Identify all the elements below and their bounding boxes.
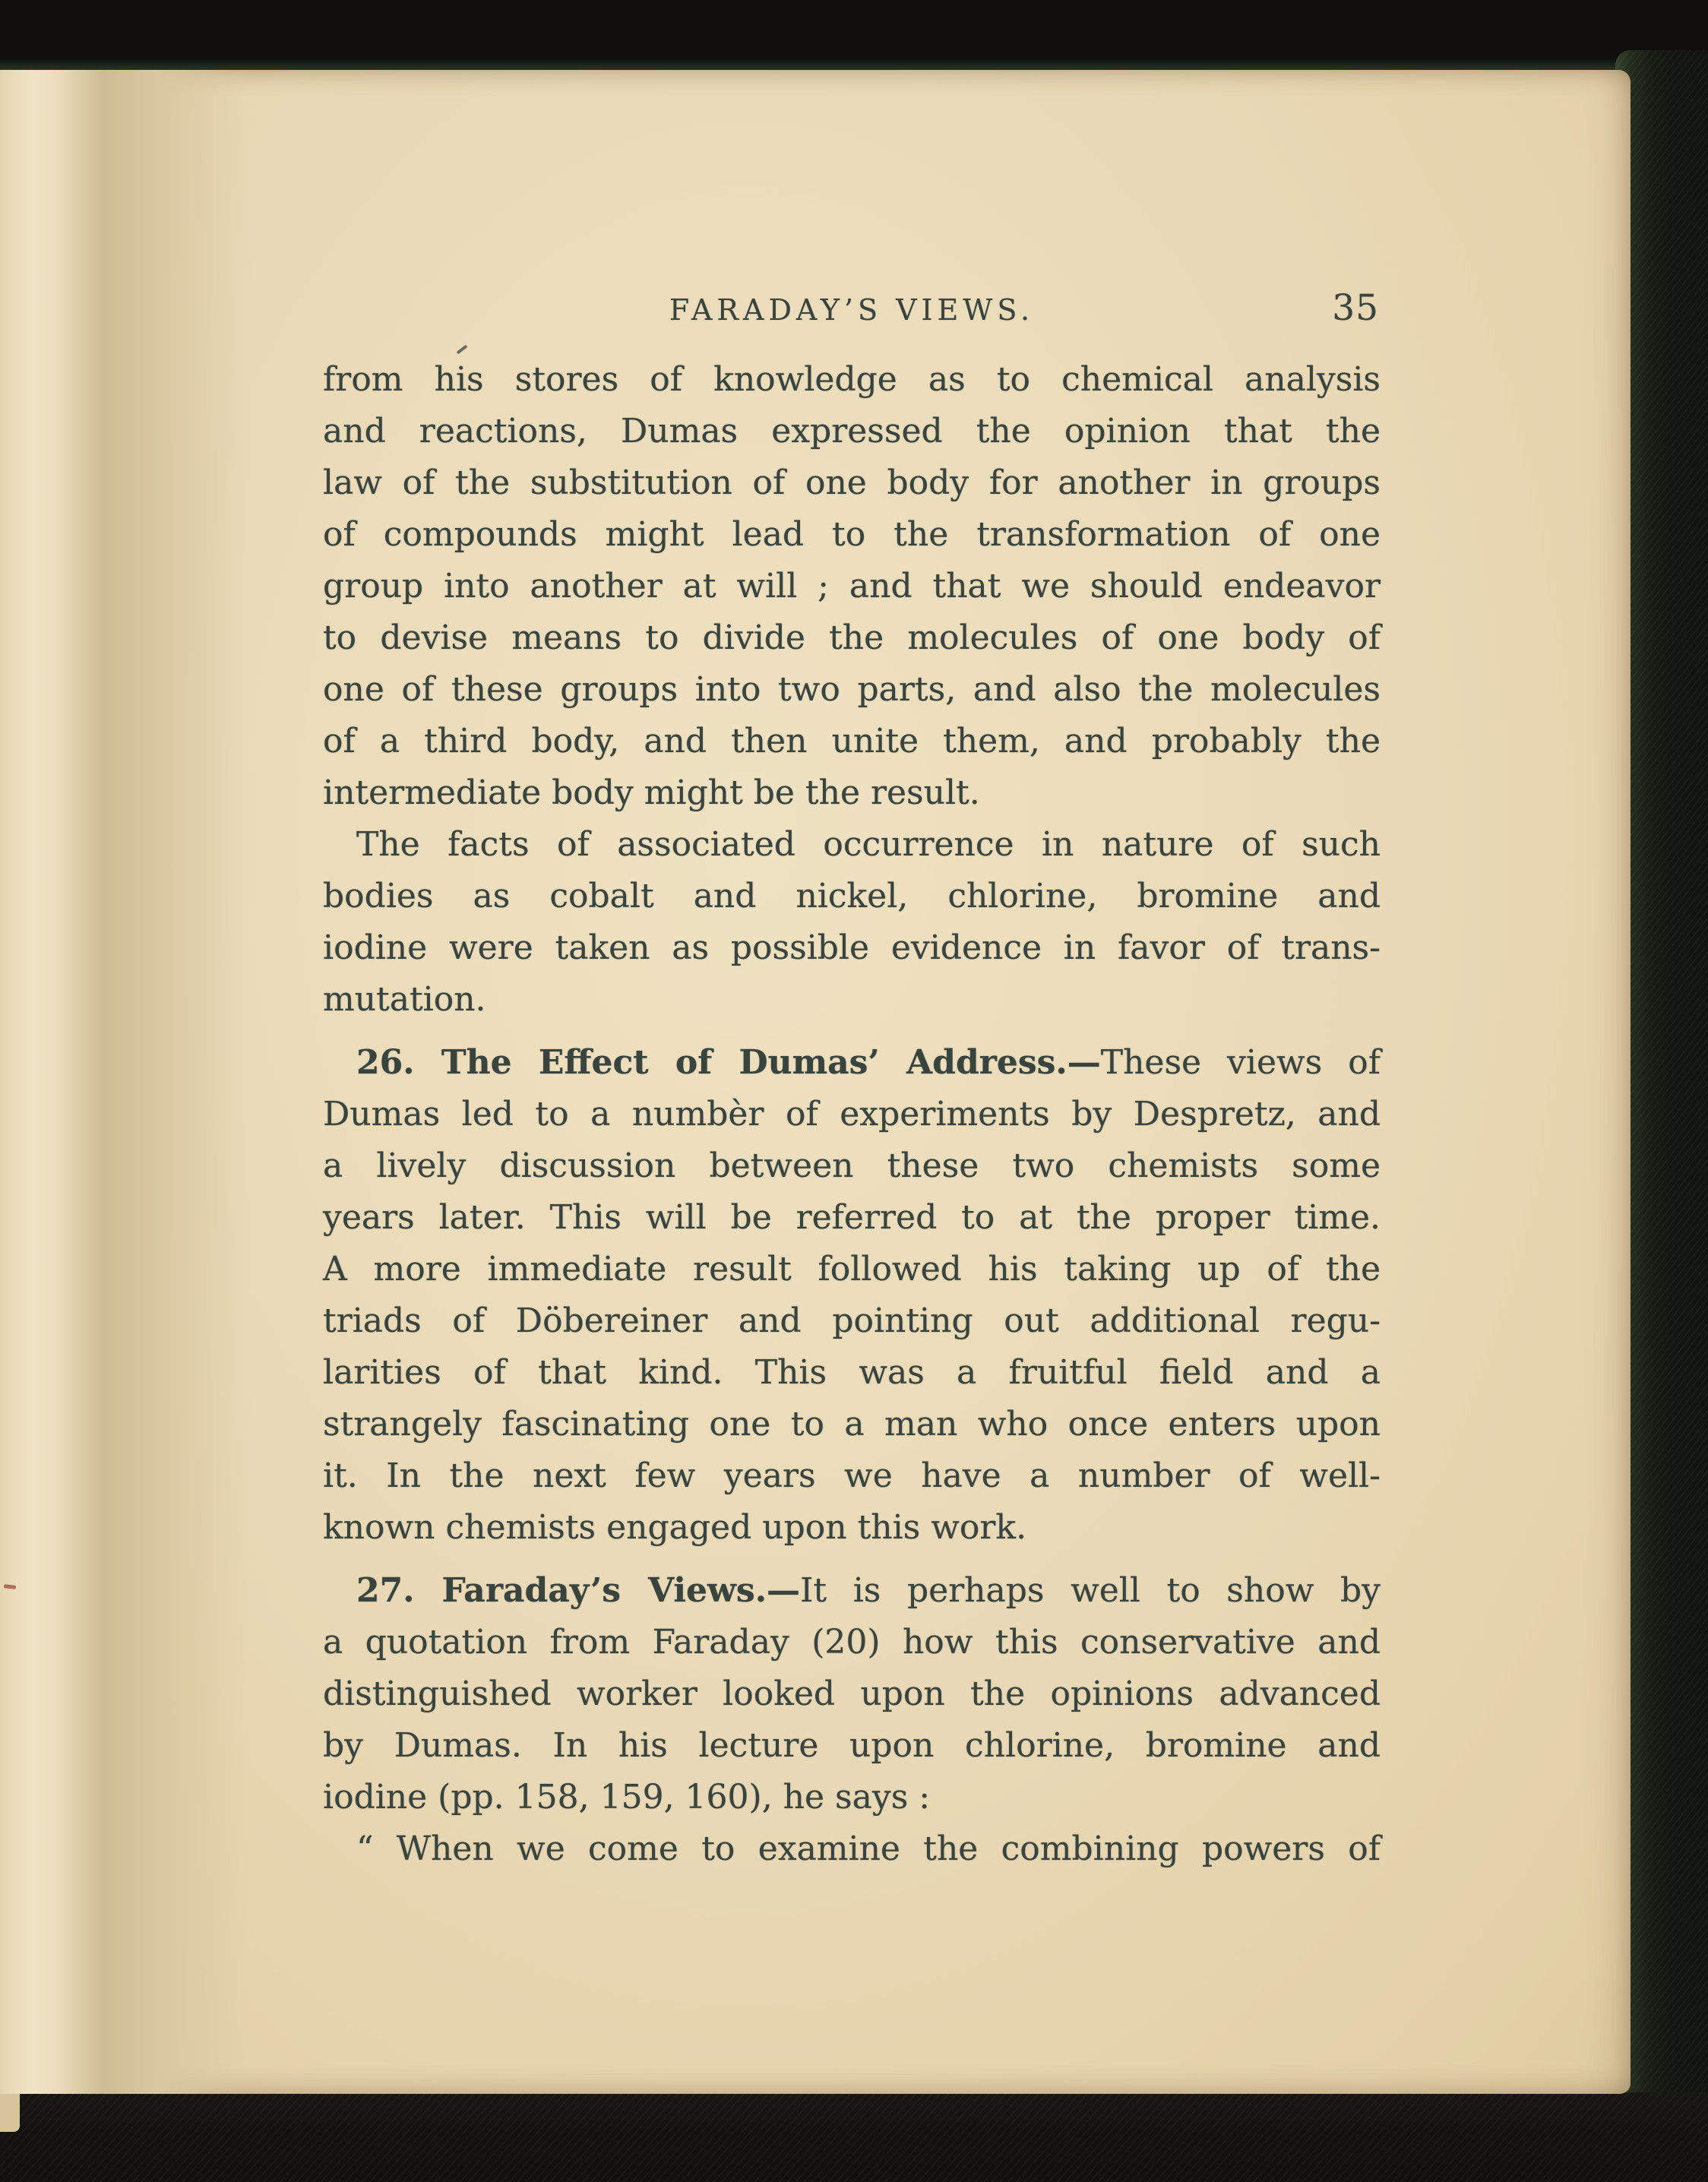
text-line: larities of that kind. This was a fruitful field and a: [323, 1353, 1381, 1392]
paragraph-4: [323, 1565, 1381, 1823]
text-line: strangely fascinating one to a man who once enters upon: [323, 1405, 1381, 1444]
book-page: [0, 70, 1631, 2094]
text-line: of a third body, and then unite them, and probably the: [323, 722, 1381, 761]
text-line: of compounds might lead to the transformation of one: [323, 515, 1381, 554]
text-run: It is perhaps well to show by: [800, 1571, 1381, 1610]
text-line: bodies as cobalt and nickel, chlorine, bromine and: [323, 877, 1381, 915]
text-run: These views of: [1100, 1043, 1381, 1082]
running-head: FARADAY’S VIEWS.: [669, 293, 1035, 327]
text-line: known chemists engaged upon this work.: [323, 1508, 1027, 1547]
body-text: [323, 354, 1381, 1875]
page-edge-sliver: [0, 2092, 20, 2132]
section-heading-27: 27. Faraday’s Views.—: [356, 1571, 801, 1610]
section-heading-26: 26. The Effect of Dumas’ Address.—: [356, 1043, 1101, 1082]
page-number: 35: [1332, 287, 1379, 329]
header-row: [323, 287, 1381, 333]
text-line: years later. This will be referred to at the proper time.: [323, 1198, 1381, 1237]
text-line: a lively discussion between these two chemists some: [323, 1146, 1381, 1185]
margin-mark: [4, 1584, 16, 1589]
text-line: distinguished worker looked upon the opinions advanced: [323, 1674, 1381, 1713]
text-line: to devise means to divide the molecules of one body of: [323, 618, 1381, 657]
text-line: it. In the next few years we have a number of well-: [323, 1456, 1381, 1495]
text-line: “ When we come to examine the combining powers of: [356, 1829, 1381, 1868]
paragraph-2: [323, 819, 1381, 1026]
paragraph-1: [323, 354, 1381, 819]
text-line: by Dumas. In his lecture upon chlorine, bromine and: [323, 1726, 1381, 1765]
paragraph-3: [323, 1037, 1381, 1554]
text-column: [323, 70, 1381, 2094]
text-line: from his stores of knowledge as to chemical analysis: [323, 360, 1381, 399]
text-line: iodine were taken as possible evidence in favor of trans-: [323, 928, 1381, 967]
text-line: intermediate body might be the result.: [323, 773, 980, 812]
text-line: [323, 1037, 1381, 1089]
text-line: mutation.: [323, 980, 486, 1019]
text-line: [323, 1565, 1381, 1617]
gutter-shadow: [0, 70, 251, 2094]
text-line: The facts of associated occurrence in nature of such: [356, 825, 1381, 864]
book-cover-bottom: [0, 2092, 1708, 2182]
text-line: and reactions, Dumas expressed the opinion that the: [323, 412, 1381, 451]
text-line: Dumas led to a numbèr of experiments by Despretz, and: [323, 1095, 1381, 1134]
text-line: iodine (pp. 158, 159, 160), he says :: [323, 1778, 931, 1817]
text-line: a quotation from Faraday (20) how this conservative and: [323, 1623, 1381, 1662]
text-line: law of the substitution of one body for another in groups: [323, 463, 1381, 502]
text-line: one of these groups into two parts, and also the molecules: [323, 670, 1381, 709]
text-line: A more immediate result followed his taking up of the: [323, 1250, 1381, 1289]
text-line: group into another at will ; and that we should endeavor: [323, 567, 1381, 606]
paragraph-5: [323, 1823, 1381, 1875]
text-line: triads of Döbereiner and pointing out additional regu-: [323, 1301, 1381, 1340]
